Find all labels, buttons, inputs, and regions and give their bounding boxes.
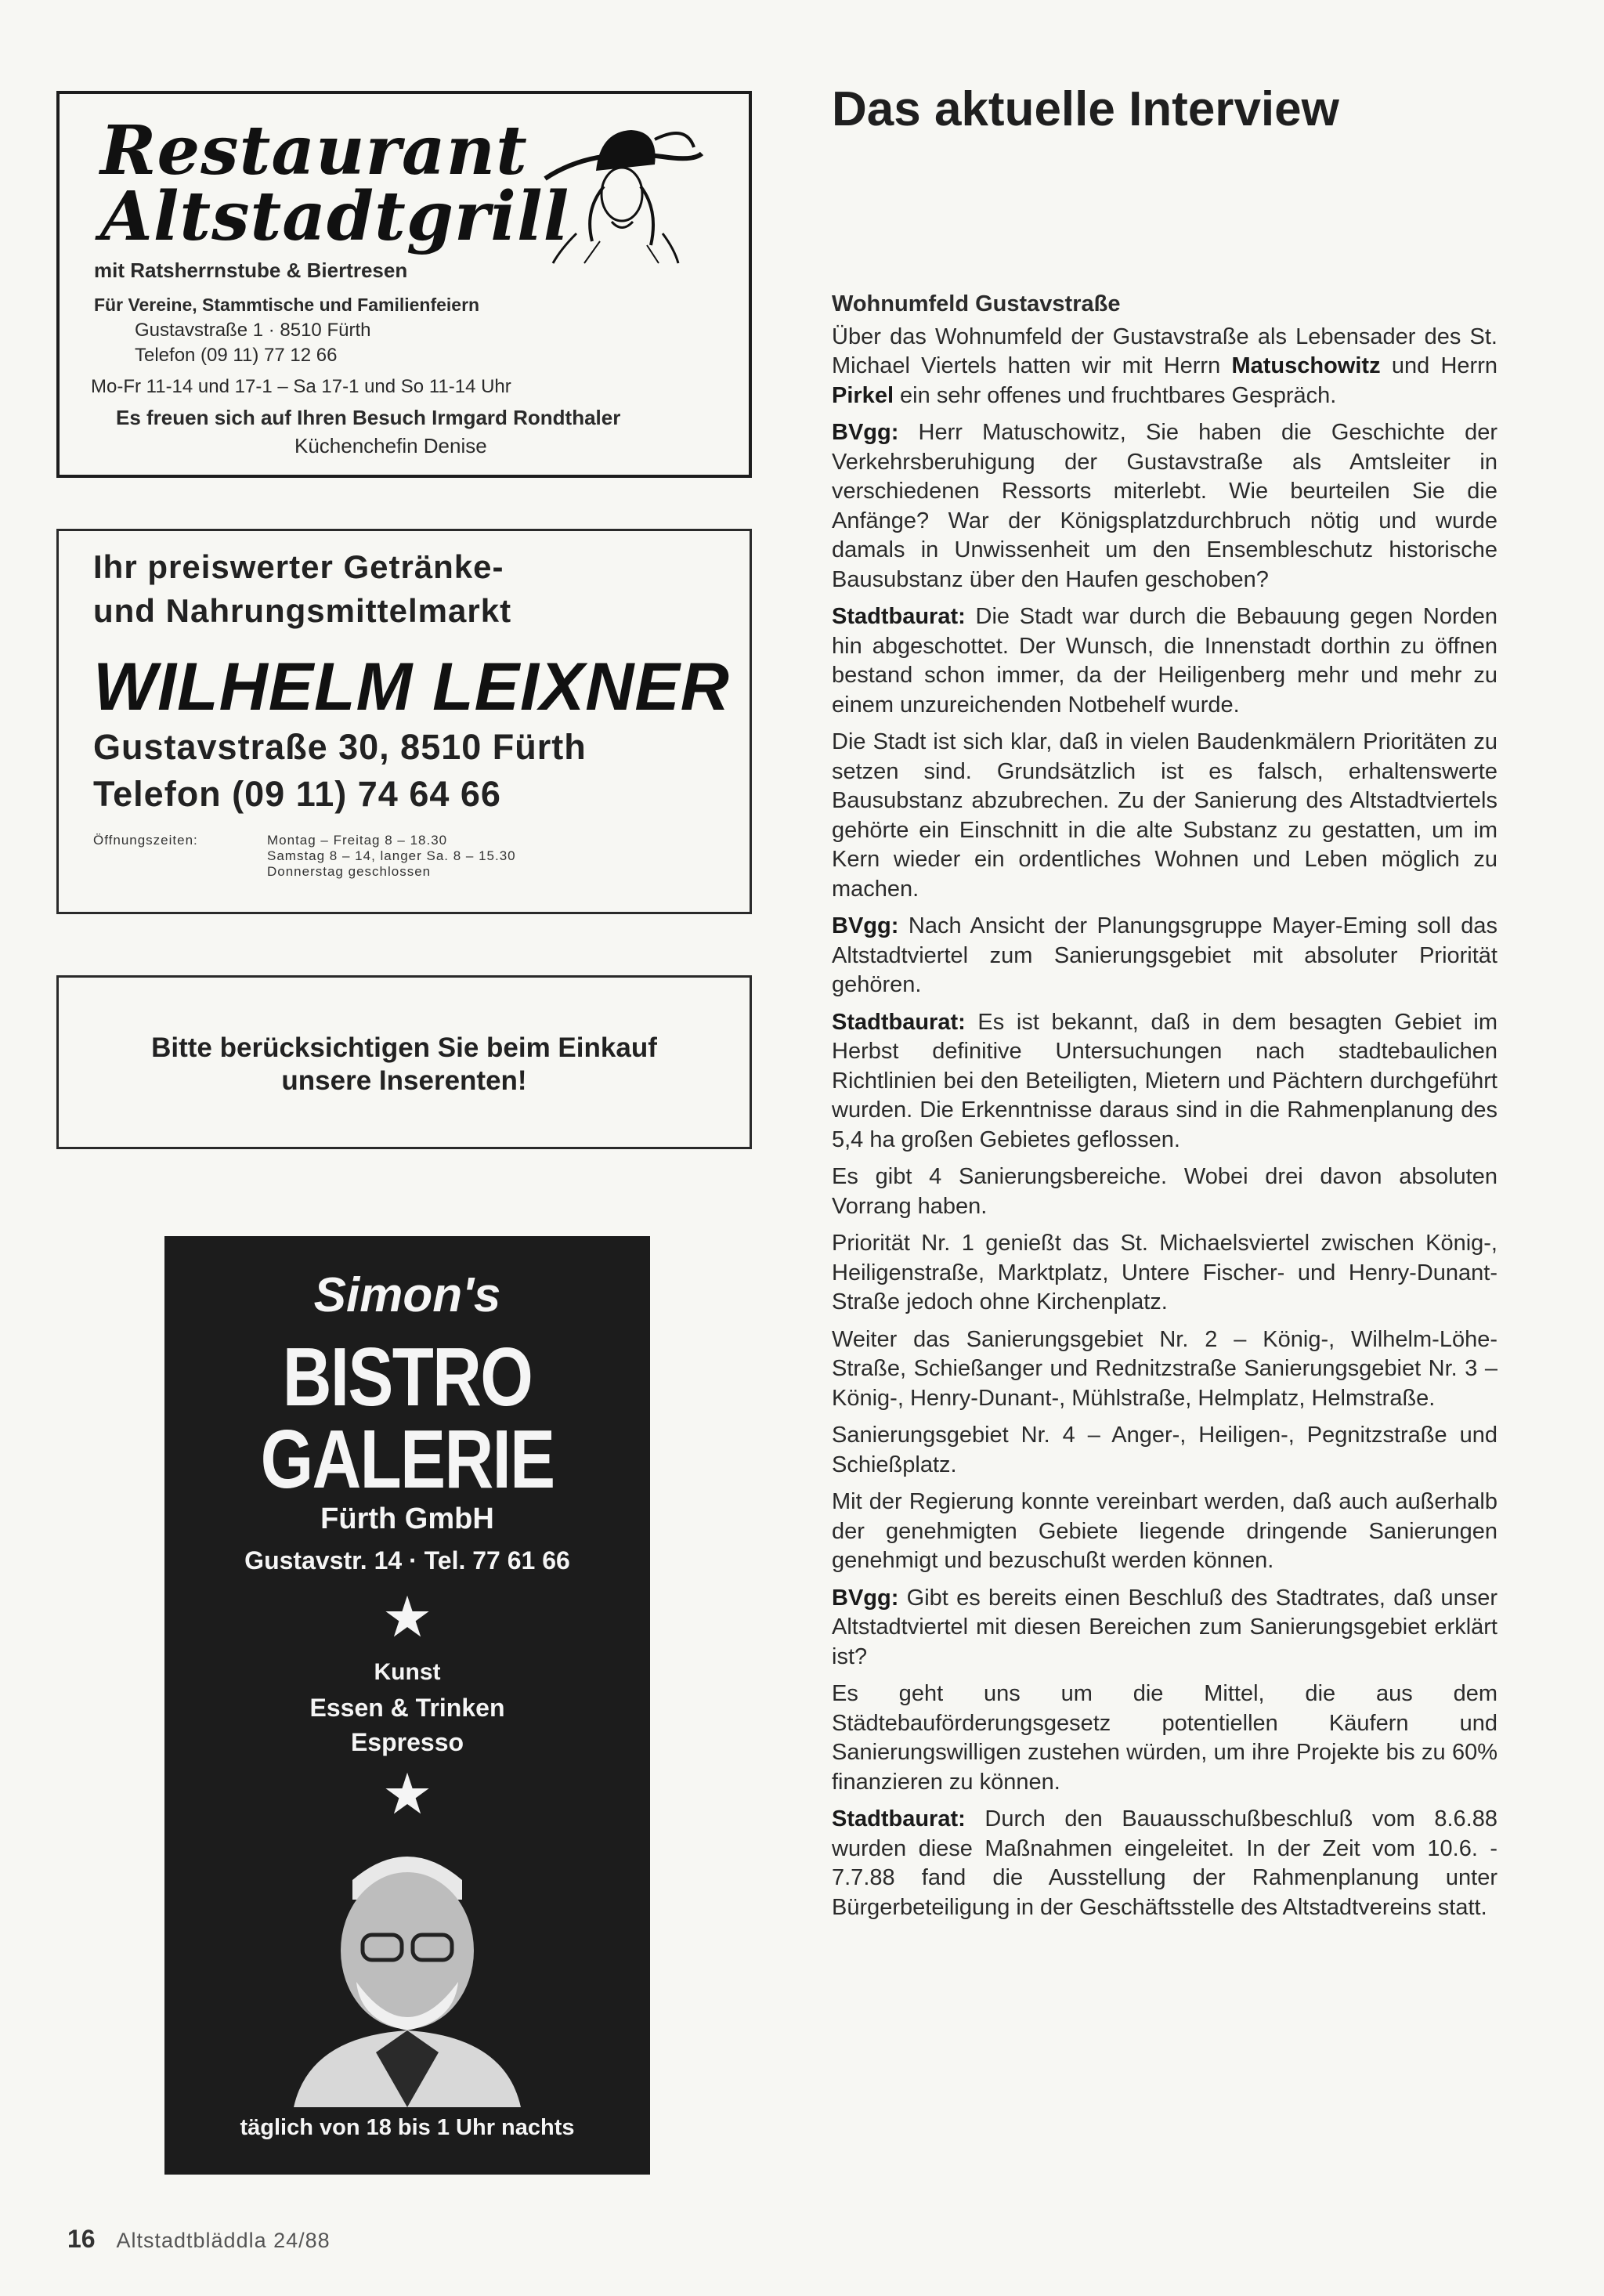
answer-1-cont: Die Stadt ist sich klar, daß in vielen Baudenkmälern Prioritäten zu setzen sind. Grundsätzlich ist es falsch, erhaltenswerte Bausubstanz abzubrechen. Zu der Sanierung des Altstadtviertels gehörte ein Einschnitt in die alte Substanz zu gestatten, um im Kern wieder ein ordentliches Wohnen und Leben möglich zu machen. — [832, 729, 1497, 902]
leixner-hours-3: Donnerstag geschlossen — [267, 864, 432, 879]
answer-2-cont-2: Priorität Nr. 1 genießt das St. Michaelsviertel zwischen König-, Heiligenstraße, Marktplatz, Untere Fischer- und Henry-Dunant-Straße jedoch ohne Kirchenplatz. — [832, 1231, 1497, 1314]
leixner-hours-2: Samstag 8 – 14, langer Sa. 8 – 15.30 — [267, 848, 516, 863]
bistro-hours: täglich von 18 bis 1 Uhr nachts — [240, 2115, 575, 2140]
article-title: Das aktuelle Interview — [832, 82, 1339, 136]
bistro-address: Gustavstr. 14 · Tel. 77 61 66 — [244, 1546, 570, 1575]
cavalier-illustration — [529, 116, 710, 265]
article-intro: Über das Wohnumfeld der Gustavstraße als Lebensader des St. Michael Viertels hatten wir mit Herrn Matuschowitz und Herrn Pirkel ein sehr offenes und fruchtbares Gespräch. — [832, 324, 1497, 408]
bistro-item-food: Essen & Trinken — [309, 1694, 505, 1722]
bistro-word-galerie: GALERIE — [260, 1413, 555, 1506]
answer-3: Stadtbaurat: Durch den Bauausschußbeschluß vom 8.6.88 wurden diese Maßnahmen eingeleitet. In der Zeit vom 10.6. - 7.7.88 fand die Ausstellung der Rahmenplanung unter Bürgerbeteiligung in der Geschäftsstelle des Altstadtvereins statt. — [832, 1806, 1497, 1920]
restaurant-subtitle: mit Ratsherrnstube & Biertresen — [94, 259, 408, 282]
bistro-word-bistro: BISTRO — [282, 1331, 533, 1423]
question-3-cont: Es geht uns um die Mittel, die aus dem Städtebauförderungsgesetz potentiellen Käufern und Sanierungswilligen zustehen würden, um ihre Projekte bis zu 60% finanzieren zu können. — [832, 1681, 1497, 1795]
answer-2-cont-5: Mit der Regierung konnte vereinbart werden, daß auch außerhalb der genehmigten Gebiete liegende dringende Sanierungen genehmigt und bezuschußt werden können. — [832, 1489, 1497, 1573]
bistro-item-espresso: Espresso — [350, 1728, 464, 1756]
leixner-hours-label: Öffnungszeiten: — [93, 833, 198, 848]
article-subhead: Wohnumfeld Gustavstraße — [832, 291, 1121, 316]
question-1: BVgg: Herr Matuschowitz, Sie haben die Geschichte der Verkehrsberuhigung der Gustavstraße als Amtsleiter in verschiedenen Ressorts miterlebt. Wie beurteilen Sie die Anfänge? War der Königsplatzdurchbruch nötig und wurde damals in Unwissenheit um den Ensembleschutz historische Bausubstanz über den Haufen geschoben? — [832, 420, 1497, 592]
answer-2-cont-3: Weiter das Sanierungsgebiet Nr. 2 – König-, Wilhelm-Löhe-Straße, Schießanger und Rednitzstraße Sanierungsgebiet Nr. 3 – König-, Henry-Dunant-, Mühlstraße, Helmplatz, Helmstraße. — [832, 1326, 1497, 1411]
leixner-name: WILHELM LEIXNER — [93, 649, 730, 725]
leixner-headline-2: und Nahrungsmittelmarkt — [93, 592, 512, 629]
question-3: BVgg: Gibt es bereits einen Beschluß des Stadtrates, daß unser Altstadtviertel mit diesen Bereichen zum Sanierungsgebiet erklärt ist? — [832, 1585, 1497, 1669]
restaurant-address: Gustavstraße 1 · 8510 Fürth — [135, 320, 371, 341]
page-number: 16 — [67, 2225, 96, 2253]
advertiser-notice — [56, 975, 752, 1149]
notice-line-2: unsere Inserenten! — [281, 1065, 527, 1096]
leixner-ad — [56, 529, 752, 914]
leixner-address: Gustavstraße 30, 8510 Fürth — [93, 727, 587, 767]
portrait-photo — [278, 1825, 536, 2107]
leixner-hours-1: Montag – Freitag 8 – 18.30 — [267, 833, 448, 848]
bistro-item-art: Kunst — [374, 1659, 441, 1685]
leixner-headline-1: Ihr preiswerter Getränke- — [93, 548, 504, 585]
article-body — [832, 290, 1497, 1930]
answer-2: Stadtbaurat: Es ist bekannt, daß in dem besagten Gebiet im Herbst definitive Untersuchungen nach stadtebaulichen Richtlinien bei den Beteiligten, Mietern und Pächtern durchgeführt wurden. Die Erkenntnisse daraus sind in die Rahmenplanung des 5,4 ha großen Gebietes geflossen. — [832, 1009, 1497, 1152]
answer-2-cont-4: Sanierungsgebiet Nr. 4 – Anger-, Heiligen-, Pegnitzstraße und Schießplatz. — [832, 1423, 1497, 1477]
answer-2-cont-1: Es gibt 4 Sanierungsbereiche. Wobei drei davon absoluten Vorrang haben. — [832, 1164, 1497, 1219]
leixner-phone: Telefon (09 11) 74 64 66 — [93, 774, 501, 814]
page-footer — [67, 2225, 331, 2254]
bistro-owner: Simon's — [313, 1268, 501, 1322]
restaurant-chef: Küchenchefin Denise — [294, 434, 487, 457]
restaurant-hours: Mo-Fr 11-14 und 17-1 – Sa 17-1 und So 11-14 Uhr — [91, 376, 511, 397]
restaurant-name-line1: Restaurant — [100, 111, 528, 190]
restaurant-ad — [56, 91, 752, 478]
star-icon: ★ — [381, 1763, 433, 1826]
star-icon: ★ — [381, 1586, 433, 1649]
restaurant-phone: Telefon (09 11) 77 12 66 — [135, 345, 338, 366]
question-2: BVgg: Nach Ansicht der Planungsgruppe Mayer-Eming soll das Altstadtviertel zum Sanierungsgebiet mit absoluter Priorität gehören. — [832, 913, 1497, 997]
bistro-ad — [164, 1236, 650, 2175]
notice-line-1: Bitte berücksichtigen Sie beim Einkauf — [151, 1032, 657, 1063]
restaurant-greeting: Es freuen sich auf Ihren Besuch Irmgard Rondthaler — [116, 406, 621, 429]
answer-1: Stadtbaurat: Die Stadt war durch die Bebauung gegen Norden hin abgeschottet. Der Wunsch, die Innenstadt dorthin zu öffnen bestand schon immer, da der Heiligenberg mehr und mehr zu einem unzureichenden Notbehelf wurde. — [832, 604, 1497, 718]
restaurant-occasions: Für Vereine, Stammtische und Familienfeiern — [94, 295, 480, 315]
restaurant-name-line2: Altstadtgrill — [100, 177, 570, 256]
publication-name: Altstadtbläddla 24/88 — [116, 2229, 331, 2252]
bistro-company: Fürth GmbH — [320, 1502, 494, 1535]
